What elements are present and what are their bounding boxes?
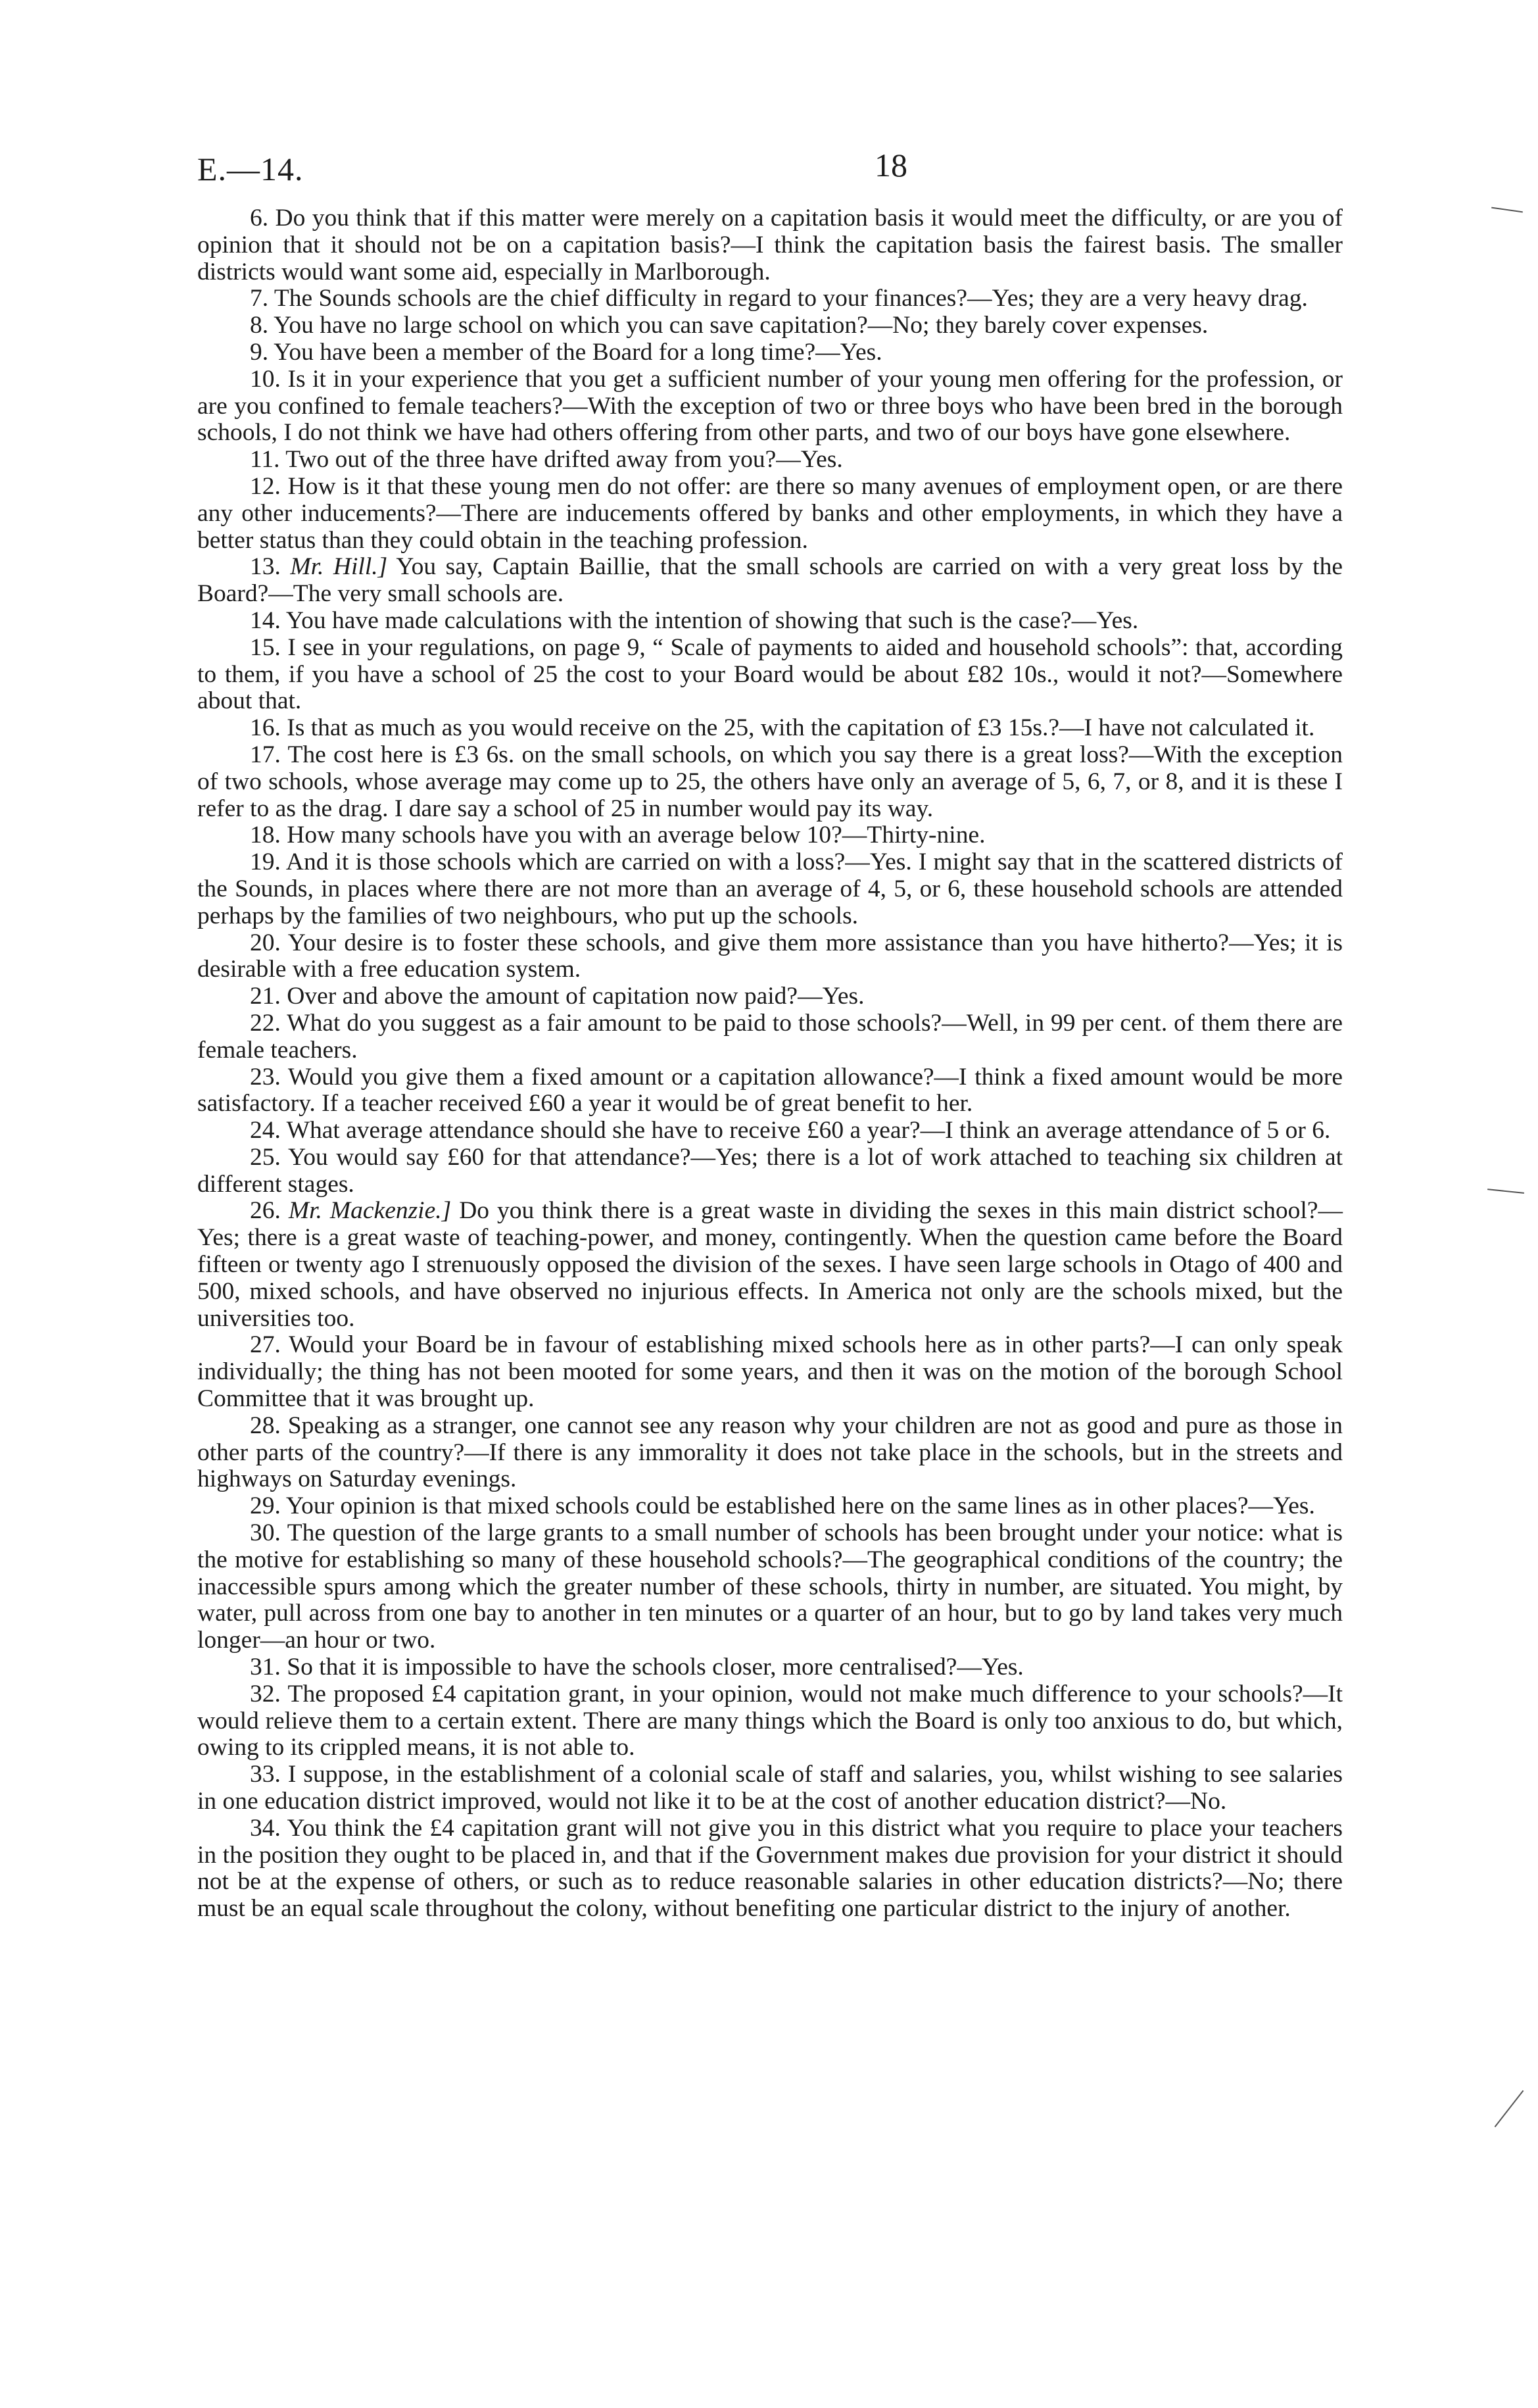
entry-number: 14. [250,606,281,634]
entry-text: Speaking as a stranger, one cannot see any reason why your children are not as good and pure as those in other parts of the country?—If there is any immorality it does not take place in the schools, but in the streets and highways on Saturday evenings. [197,1412,1343,1493]
question-answer-18 [197,822,1343,849]
entry-text: The proposed £4 capitation grant, in your opinion, would not make much difference to your schools?—It would relieve them to a certain extent. There are many things which the Board is only too anxious to do, but which, owing to its crippled means, it is not able to. [197,1680,1343,1761]
question-answer-21 [197,983,1343,1010]
question-answer-16 [197,715,1343,742]
question-answer-6 [197,205,1343,285]
margin-pencil-mark [1491,207,1523,213]
question-answer-13 [197,554,1343,608]
question-answer-33 [197,1761,1343,1815]
document-reference: E.—14. [197,151,304,187]
entry-text: The cost here is £3 6s. on the small schools, on which you say there is a great loss?—With the exception of two schools, whose average may come up to 25, the others have only an average of 5, 6, 7, or 8, and it is these I refer to as the drag. I dare say a school of 25 in number would pay its way. [197,741,1343,822]
entry-text: You have made calculations with the intention of showing that such is the case?—Yes. [285,606,1139,634]
question-answer-15 [197,635,1343,715]
question-answer-17 [197,742,1343,822]
entry-number: 32. [250,1680,281,1708]
entry-text: Do you think that if this matter were merely on a capitation basis it would meet the difficulty, or are you of opinion that it should not be on a capitation basis?—I think the capitation basis the fairest basis. The smaller districts would want some aid, especially in Marlborough. [197,205,1343,285]
speaker-label: Mr. Hill.] [290,553,388,581]
page-number: 18 [875,147,907,184]
entry-text: What average attendance should she have to receive £60 a year?—I think an average attendance of 5 or 6. [286,1117,1331,1144]
question-answer-9 [197,339,1343,366]
entry-text: Over and above the amount of capitation now paid?—Yes. [287,983,865,1010]
entry-text: Would your Board be in favour of establishing mixed schools here as in other parts?—I can only speak individually; the thing has not been mooted for some years, and then it was on the motion of the borough School Committee that it was brought up. [197,1331,1343,1413]
entry-text: Is that as much as you would receive on the 25, with the capitation of £3 15s.?—I have not calculated it. [287,714,1315,742]
entry-text: You say, Captain Baillie, that the small schools are carried on with a very great loss by the Board?—The very small schools are. [197,553,1343,608]
entry-number: 25. [250,1143,281,1171]
entry-number: 22. [250,1009,281,1037]
entry-text: Would you give them a fixed amount or a capitation allowance?—I think a fixed amount would be more satisfactory. If a teacher received £60 a year it would be of great benefit to her. [197,1063,1343,1118]
entry-number: 6. [250,205,269,232]
entry-text: Is it in your experience that you get a sufficient number of your young men offering for the profession, or are you confined to female teachers?—With the exception of two or three boys who have been bred in the borough schools, I do not think we have had others offering from other parts, and two of our boys have gone elsewhere. [197,365,1343,447]
question-answer-14 [197,608,1343,635]
entry-number: 20. [250,929,281,956]
entry-number: 28. [250,1412,281,1439]
margin-pencil-mark [1495,2090,1524,2127]
entry-text: How is it that these young men do not offer: are there so many avenues of employment open, or are there any other inducements?—There are inducements offered by banks and other employments, in which they have a better status than they could obtain in the teaching profession. [197,472,1343,554]
entry-number: 31. [250,1654,281,1681]
question-answer-23 [197,1064,1343,1118]
entry-text: How many schools have you with an average below 10?—Thirty-nine. [287,822,986,849]
question-answer-12 [197,474,1343,554]
entry-number: 15. [250,633,281,661]
entry-number: 11. [250,446,280,474]
entry-number: 16. [250,714,281,742]
question-answer-24 [197,1118,1343,1144]
entry-number: 21. [250,983,281,1010]
entry-number: 30. [250,1519,281,1547]
entry-text: The question of the large grants to a small number of schools has been brought under your notice: what is the motive for establishing so many of these household schools?—The geographical conditions of the country; the inaccessible spurs among which the greater number of these schools, thirty in number, are situated. You might, by water, pull across from one bay to another in ten minutes or a quarter of an hour, but to go by land takes very much longer—an hour or two. [197,1519,1343,1654]
entry-number: 26. [250,1197,281,1225]
question-answer-28 [197,1413,1343,1493]
entry-number: 9. [250,338,269,366]
question-answer-26 [197,1198,1343,1332]
question-answer-8 [197,312,1343,339]
question-answer-7 [197,285,1343,312]
question-answer-29 [197,1493,1343,1520]
entry-text: I suppose, in the establishment of a colonial scale of staff and salaries, you, whilst wishing to see salaries in one education district improved, would not like it to be at the cost of another education district?—No. [197,1761,1343,1815]
entry-number: 7. [250,285,269,312]
entry-number: 24. [250,1117,281,1144]
entry-text: I see in your regulations, on page 9, “ Scale of payments to aided and household schools”: that, according to them, if you have a school of 25 the cost to your Board would be about £82 10s., would it not?—Somewhere about that. [197,633,1343,715]
margin-pencil-mark [1487,1189,1524,1194]
question-answer-19 [197,849,1343,929]
entry-number: 17. [250,741,281,768]
entry-text: The Sounds schools are the chief difficulty in regard to your finances?—Yes; they are a very heavy drag. [274,285,1308,312]
entry-text: What do you suggest as a fair amount to be paid to those schools?—Well, in 99 per cent. of them there are female teachers. [197,1009,1343,1064]
entry-number: 29. [250,1492,281,1520]
entry-number: 23. [250,1063,281,1091]
entry-text: You would say £60 for that attendance?—Yes; there is a lot of work attached to teaching six children at different stages. [197,1143,1343,1198]
entry-text: Your opinion is that mixed schools could be established here on the same lines as in other places?—Yes. [285,1492,1315,1520]
entry-number: 34. [250,1814,281,1842]
entry-text: So that it is impossible to have the schools closer, more centralised?—Yes. [287,1654,1024,1681]
question-answer-31 [197,1654,1343,1681]
entry-number: 19. [250,848,281,876]
entry-text: Two out of the three have drifted away from you?—Yes. [285,446,843,474]
entry-text: You have been a member of the Board for a long time?—Yes. [274,338,882,366]
question-answer-22 [197,1010,1343,1064]
question-answer-34 [197,1815,1343,1923]
question-answer-11 [197,447,1343,474]
entry-number: 27. [250,1331,281,1359]
entry-number: 12. [250,472,281,500]
entry-text: You think the £4 capitation grant will not give you in this district what you require to place your teachers in the position they ought to be placed in, and that if the Government makes due provision for your district it should not be at the expense of others, or such as to reduce reasonable salaries in other education districts?—No; there must be an equal scale throughout the colony, without benefiting one particular district to the injury of another. [197,1814,1343,1923]
entry-number: 18. [250,822,281,849]
question-answer-27 [197,1332,1343,1412]
question-answer-25 [197,1144,1343,1198]
entry-number: 13. [250,553,281,581]
entry-number: 33. [250,1761,281,1788]
question-answer-32 [197,1681,1343,1761]
entry-text: Your desire is to foster these schools, and give them more assistance than you have hitherto?—Yes; it is desirable with a free education system. [197,929,1343,983]
page-header [197,147,1355,203]
testimony-body [197,205,1343,1923]
entry-text: And it is those schools which are carried on with a loss?—Yes. I might say that in the scattered districts of the Sounds, in places where there are not more than an average of 4, 5, or 6, these household schools are attended perhaps by the families of two neighbours, who put up the schools. [197,848,1343,929]
entry-text: Do you think there is a great waste in dividing the sexes in this main district school?—Yes; there is a great waste of teaching-power, and money, contingently. When the question came before the Board fifteen or twenty ago I strenuously opposed the division of the sexes. I have seen large schools in Otago of 400 and 500, mixed schools, and have observed no injurious effects. In America not only are the schools mixed, but the universities too. [197,1197,1343,1332]
entry-number: 8. [250,312,269,339]
question-answer-20 [197,930,1343,984]
question-answer-10 [197,366,1343,447]
entry-number: 10. [250,365,281,393]
entry-text: You have no large school on which you can save capitation?—No; they barely cover expenses. [274,312,1209,339]
question-answer-30 [197,1520,1343,1654]
speaker-label: Mr. Mackenzie.] [288,1197,452,1225]
